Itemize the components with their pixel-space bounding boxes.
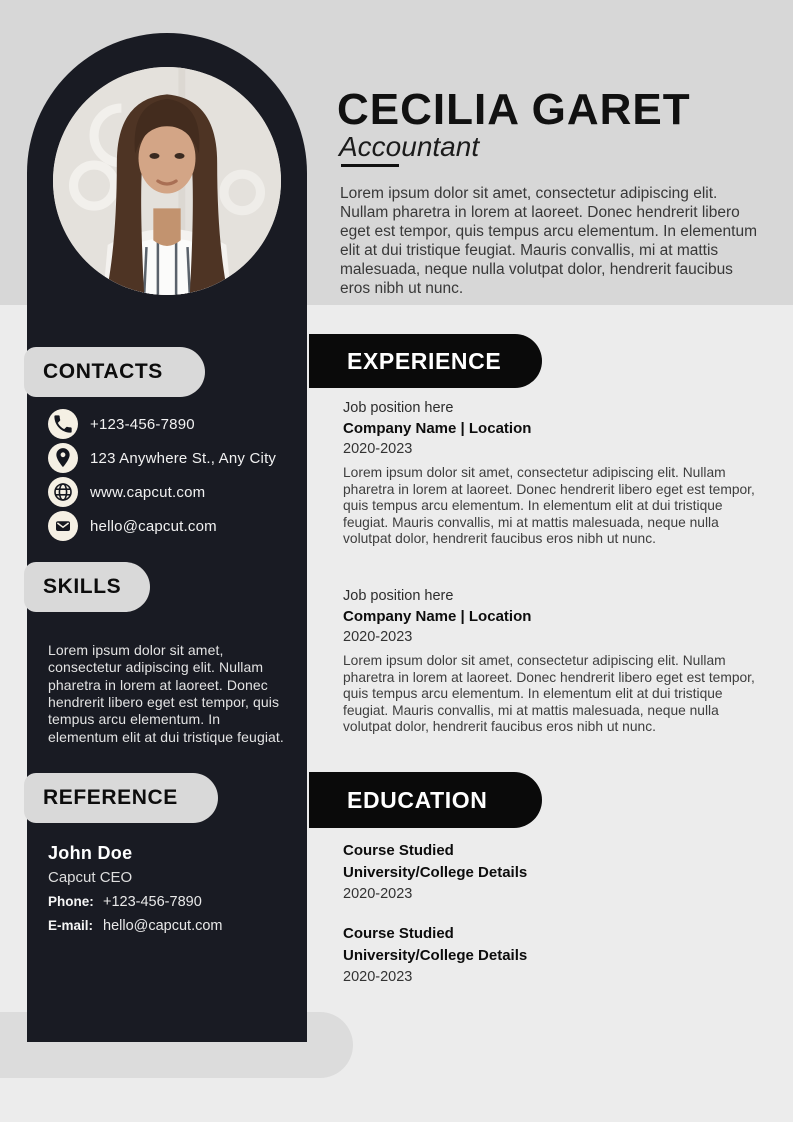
- experience-entry: [343, 588, 759, 736]
- contact-address[interactable]: [48, 443, 276, 473]
- experience-entry: [343, 400, 759, 548]
- person-name: CECILIA GARET: [337, 85, 691, 134]
- title-underline: [341, 164, 399, 167]
- contact-address-text: 123 Anywhere St., Any City: [90, 449, 277, 467]
- profile-summary: Lorem ipsum dolor sit amet, consectetur adipiscing elit. Nullam pharetra in lorem at laoreet. Donec hendrerit libero eget est tempor, quis tempus arcu elementum. In elementum elit at dui tristique feugiat. Mauris convallis, mi at mattis malesuada, neque nulla volutpat dolor, hendrerit faucibus eros nibh ut nunc.: [340, 185, 757, 298]
- reference-role: Capcut CEO: [48, 869, 133, 886]
- education-school: University/College Details: [343, 864, 528, 881]
- email-icon: [48, 511, 78, 541]
- contacts-list: [48, 409, 276, 545]
- reference-email-row: [48, 918, 293, 934]
- phone-icon: [48, 409, 78, 439]
- experience-description: Lorem ipsum dolor sit amet, consectetur adipiscing elit. Nullam pharetra in lorem at laoreet. Donec hendrerit libero eget est tempor, quis tempus arcu elementum. In elementum elit at dui tristique feugiat. Mauris convallis, mi at mattis malesuada, neque nulla volutpat dolor, hendrerit faucibus eros nibh ut nunc.: [343, 653, 755, 735]
- education-dates: 2020-2023: [343, 886, 413, 902]
- education-school: University/College Details: [343, 947, 528, 964]
- experience-heading-pill: [309, 334, 542, 388]
- sidebar: [27, 33, 307, 1042]
- experience-dates: 2020-2023: [343, 441, 413, 457]
- reference-heading-pill: [24, 773, 218, 823]
- reference-phone-label: Phone:: [48, 894, 94, 909]
- profile-photo-illustration: [53, 67, 281, 295]
- education-entry: [343, 925, 759, 985]
- experience-company: Company Name | Location: [343, 420, 532, 437]
- reference-phone-row: [48, 894, 293, 910]
- education-heading-pill: [309, 772, 542, 828]
- globe-icon: [48, 477, 78, 507]
- reference-phone-value: +123-456-7890: [103, 894, 202, 910]
- contact-phone-text: +123-456-7890: [90, 415, 195, 433]
- skills-heading-pill: [24, 562, 150, 612]
- experience-dates: 2020-2023: [343, 629, 413, 645]
- reference-email-label: E-mail:: [48, 918, 94, 933]
- education-heading: EDUCATION: [347, 786, 488, 813]
- main-column: [307, 0, 793, 1122]
- experience-heading: EXPERIENCE: [347, 347, 502, 374]
- skills-text: Lorem ipsum dolor sit amet, consectetur adipiscing elit. Nullam pharetra in lorem at laoreet. Donec hendrerit libero eget est tempor, quis tempus arcu elementum. In elementum elit at dui tristique feugiat.: [48, 642, 284, 745]
- contact-website[interactable]: [48, 477, 276, 507]
- skills-heading: SKILLS: [43, 575, 122, 598]
- reference-block: [48, 843, 293, 934]
- reference-email-value: hello@capcut.com: [103, 918, 223, 934]
- contact-website-text: www.capcut.com: [90, 483, 206, 501]
- person-job-title: Accountant: [339, 131, 480, 162]
- location-icon: [48, 443, 78, 473]
- reference-name: John Doe: [48, 843, 133, 863]
- contacts-heading-pill: [24, 347, 205, 397]
- profile-photo: [53, 67, 281, 295]
- education-dates: 2020-2023: [343, 969, 413, 985]
- experience-position: Job position here: [343, 588, 454, 604]
- experience-description: Lorem ipsum dolor sit amet, consectetur adipiscing elit. Nullam pharetra in lorem at laoreet. Donec hendrerit libero eget est tempor, quis tempus arcu elementum. In elementum elit at dui tristique feugiat. Mauris convallis, mi at mattis malesuada, neque nulla volutpat dolor, hendrerit faucibus eros nibh ut nunc.: [343, 465, 755, 547]
- contact-phone[interactable]: [48, 409, 276, 439]
- education-entry: [343, 842, 759, 902]
- experience-position: Job position here: [343, 400, 454, 416]
- experience-company: Company Name | Location: [343, 608, 532, 625]
- contact-email-text: hello@capcut.com: [90, 517, 217, 535]
- contacts-heading: CONTACTS: [43, 360, 163, 383]
- education-course: Course Studied: [343, 925, 454, 942]
- contact-email[interactable]: [48, 511, 276, 541]
- education-course: Course Studied: [343, 842, 454, 859]
- reference-heading: REFERENCE: [43, 786, 178, 809]
